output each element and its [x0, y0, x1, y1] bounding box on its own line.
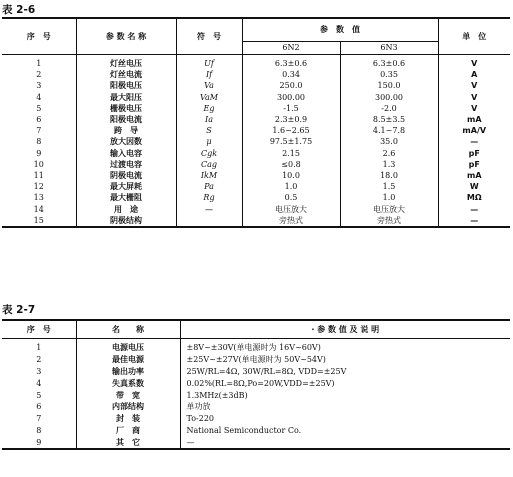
- table-row: [2, 114, 510, 125]
- table-row: [2, 203, 510, 214]
- row-unit: V: [438, 103, 510, 114]
- row-value: 0.02%(RL=8Ω,Po=20W,VDD=±25V): [180, 377, 510, 389]
- table-row: [2, 377, 510, 389]
- row-symbol: Uf: [176, 55, 242, 70]
- row-name: 栅极电压: [76, 103, 176, 114]
- table-row: [2, 425, 510, 437]
- row-name: 最大阳压: [76, 92, 176, 103]
- row-value: 单功放: [180, 401, 510, 413]
- header-unit: 单 位: [438, 18, 510, 55]
- row-index: 9: [36, 437, 42, 447]
- row-value: National Semiconductor Co.: [180, 425, 510, 437]
- table-row: [2, 181, 510, 192]
- row-name: 带 宽: [76, 389, 180, 401]
- table-row: [2, 159, 510, 170]
- row-symbol: —: [176, 203, 242, 214]
- row-name: 内部结构: [76, 401, 180, 413]
- row-index: 2: [36, 355, 42, 365]
- row-name: 灯丝电压: [76, 55, 176, 70]
- t2-header-value: · 参 数 值 及 说 明: [180, 320, 510, 339]
- row-index: 14: [33, 204, 44, 214]
- row-value-6n2: 250.0: [242, 80, 340, 91]
- row-value: —: [180, 436, 510, 449]
- table-2-7-caption: 表 2-7: [2, 304, 36, 316]
- table-row: [2, 170, 510, 181]
- row-name: 电源电压: [76, 339, 180, 354]
- header-name: 参 数 名 称: [76, 18, 176, 55]
- row-value-6n2: 2.15: [242, 148, 340, 159]
- row-unit: V: [438, 80, 510, 91]
- row-value-6n3: 1.0: [340, 192, 438, 203]
- row-value-6n2: 10.0: [242, 170, 340, 181]
- row-symbol: μ: [176, 136, 242, 147]
- row-symbol: Eg: [176, 103, 242, 114]
- row-index: 13: [33, 193, 44, 203]
- row-symbol: If: [176, 69, 242, 80]
- row-index: 1: [36, 343, 42, 353]
- row-name: 其 它: [76, 436, 180, 449]
- table-row: [2, 103, 510, 114]
- row-unit: pF: [438, 159, 510, 170]
- row-index: 4: [36, 92, 42, 102]
- row-index: 12: [33, 182, 44, 192]
- row-value: ±25V~±27V(单电源时为 50V~54V): [180, 354, 510, 366]
- table-row: [2, 125, 510, 136]
- table-row: [2, 366, 510, 378]
- table-row: [2, 354, 510, 366]
- row-symbol: Pa: [176, 181, 242, 192]
- row-name: 过渡电容: [76, 159, 176, 170]
- row-index: 10: [33, 159, 44, 169]
- row-name: 失真系数: [76, 377, 180, 389]
- row-value: 25W/RL=4Ω, 30W/RL=8Ω, VDD=±25V: [180, 366, 510, 378]
- row-index: 9: [36, 148, 42, 158]
- table-row: [2, 389, 510, 401]
- t2-header-index: 序 号: [2, 320, 76, 339]
- row-value-6n3: 电压放大: [340, 203, 438, 214]
- row-name: 最大栅阻: [76, 192, 176, 203]
- row-index: 6: [36, 402, 42, 412]
- row-symbol: Rg: [176, 192, 242, 203]
- row-name: 灯丝电流: [76, 69, 176, 80]
- row-value-6n2: ≤0.8: [242, 159, 340, 170]
- row-name: 跨 导: [76, 125, 176, 136]
- row-index: 7: [36, 414, 42, 424]
- row-value-6n3: 150.0: [340, 80, 438, 91]
- row-value-6n2: 300.00: [242, 92, 340, 103]
- row-name: 用 途: [76, 203, 176, 214]
- row-index: 8: [36, 425, 42, 435]
- row-value-6n2: 1.6~2.65: [242, 125, 340, 136]
- table-row: [2, 136, 510, 147]
- row-value-6n3: 18.0: [340, 170, 438, 181]
- row-value-6n2: -1.5: [242, 103, 340, 114]
- row-value-6n3: 1.5: [340, 181, 438, 192]
- table-row: [2, 80, 510, 91]
- row-index: 5: [36, 390, 42, 400]
- row-index: 6: [36, 115, 42, 125]
- row-symbol: [176, 215, 242, 227]
- row-symbol: IkM: [176, 170, 242, 181]
- header-6n2: 6N2: [242, 42, 340, 55]
- header-6n3: 6N3: [340, 42, 438, 55]
- table-row: [2, 55, 510, 70]
- row-unit: —: [438, 215, 510, 227]
- header-symbol: 符 号: [176, 18, 242, 55]
- row-name: 厂 商: [76, 425, 180, 437]
- table-row: [2, 339, 510, 354]
- row-value-6n3: 35.0: [340, 136, 438, 147]
- header-index: 序 号: [2, 18, 76, 55]
- row-index: 11: [33, 170, 44, 180]
- row-unit: pF: [438, 148, 510, 159]
- row-value-6n3: 旁热式: [340, 215, 438, 227]
- row-value-6n3: 2.6: [340, 148, 438, 159]
- row-index: 5: [36, 103, 42, 113]
- row-symbol: Cgk: [176, 148, 242, 159]
- parameter-table-2-7: [2, 319, 510, 450]
- row-unit: mA: [438, 114, 510, 125]
- row-value-6n2: 0.5: [242, 192, 340, 203]
- row-value-6n2: 旁热式: [242, 215, 340, 227]
- row-name: 阴极电流: [76, 170, 176, 181]
- row-index: 3: [36, 81, 42, 91]
- table-row: [2, 436, 510, 449]
- row-index: 1: [36, 59, 42, 69]
- row-unit: mA: [438, 170, 510, 181]
- row-value-6n3: 300.00: [340, 92, 438, 103]
- row-index: 7: [36, 126, 42, 136]
- row-value: ±8V~±30V(单电源时为 16V~60V): [180, 339, 510, 354]
- table-row: [2, 69, 510, 80]
- row-value-6n2: 1.0: [242, 181, 340, 192]
- row-value-6n2: 97.5±1.75: [242, 136, 340, 147]
- row-name: 阳极电压: [76, 80, 176, 91]
- row-symbol: Ia: [176, 114, 242, 125]
- row-index: 3: [36, 366, 42, 376]
- row-name: 输出功率: [76, 366, 180, 378]
- row-value-6n2: 6.3±0.6: [242, 55, 340, 70]
- row-index: 2: [36, 70, 42, 80]
- row-unit: mA/V: [438, 125, 510, 136]
- table-row: [2, 148, 510, 159]
- row-unit: A: [438, 69, 510, 80]
- table-row: [2, 192, 510, 203]
- row-value: 1.3MHz(±3dB): [180, 389, 510, 401]
- parameter-table-2-6: [2, 17, 510, 228]
- row-name: 阳极电流: [76, 114, 176, 125]
- row-unit: —: [438, 203, 510, 214]
- row-symbol: Va: [176, 80, 242, 91]
- row-index: 8: [36, 137, 42, 147]
- t2-header-name: 名 称: [76, 320, 180, 339]
- row-value-6n2: 电压放大: [242, 203, 340, 214]
- table-row: [2, 401, 510, 413]
- row-unit: —: [438, 136, 510, 147]
- row-value-6n3: -2.0: [340, 103, 438, 114]
- row-value-6n3: 1.3: [340, 159, 438, 170]
- row-symbol: VaM: [176, 92, 242, 103]
- row-unit: V: [438, 92, 510, 103]
- row-unit: MΩ: [438, 192, 510, 203]
- header-values-group: 参 数 值: [242, 18, 438, 42]
- row-name: 放大因数: [76, 136, 176, 147]
- row-value-6n3: 6.3±0.6: [340, 55, 438, 70]
- row-value-6n3: 8.5±3.5: [340, 114, 438, 125]
- row-symbol: S: [176, 125, 242, 136]
- row-value-6n3: 0.35: [340, 69, 438, 80]
- row-name: 最佳电源: [76, 354, 180, 366]
- table-row: [2, 413, 510, 425]
- row-value-6n2: 2.3±0.9: [242, 114, 340, 125]
- row-value-6n2: 0.34: [242, 69, 340, 80]
- row-symbol: Cag: [176, 159, 242, 170]
- row-value-6n3: 4.1~7.8: [340, 125, 438, 136]
- row-name: 封 装: [76, 413, 180, 425]
- table-row: [2, 92, 510, 103]
- row-index: 15: [33, 215, 44, 225]
- table-2-6-caption: 表 2-6: [2, 4, 36, 16]
- row-name: 阴极结构: [76, 215, 176, 227]
- table-row: [2, 215, 510, 227]
- row-name: 输入电容: [76, 148, 176, 159]
- row-name: 最大屏耗: [76, 181, 176, 192]
- row-index: 4: [36, 378, 42, 388]
- row-unit: V: [438, 55, 510, 70]
- row-unit: W: [438, 181, 510, 192]
- row-value: To-220: [180, 413, 510, 425]
